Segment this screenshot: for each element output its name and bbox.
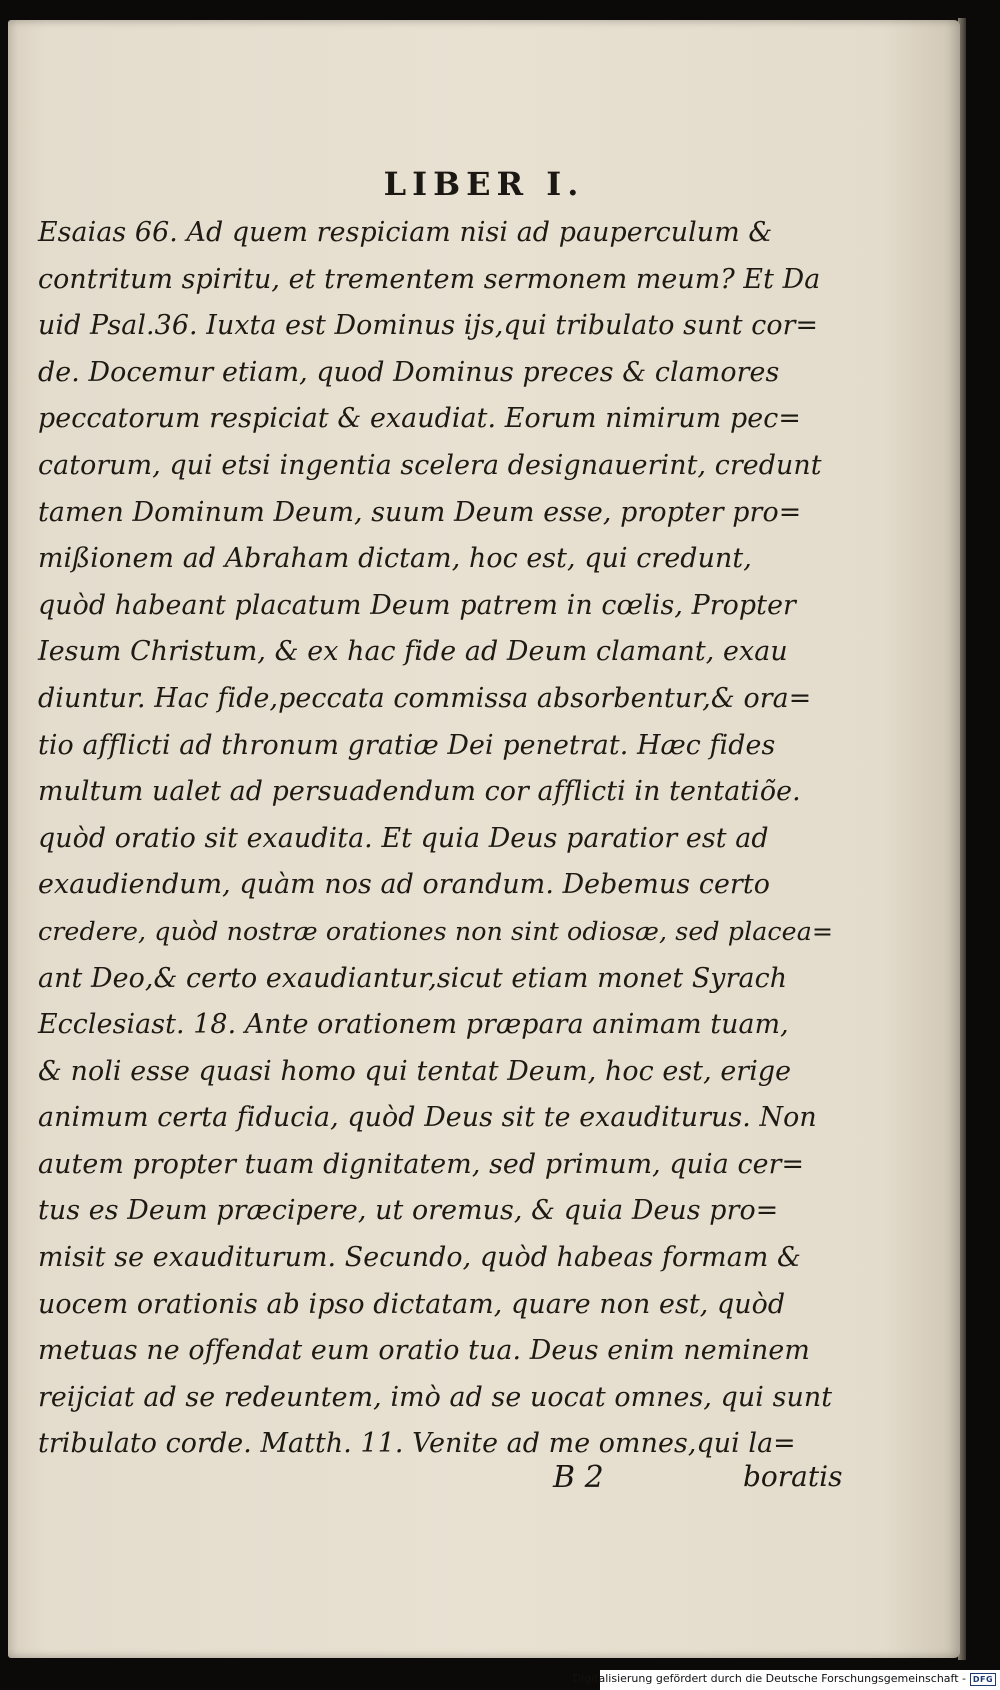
text-line: exaudiendum, quàm nos ad orandum. Debemus certo	[38, 869, 770, 901]
text-line: peccatorum respiciat & exaudiat. Eorum nimirum pec=	[38, 403, 801, 435]
text-line: credere, quòd nostræ orationes non sint odiosæ, sed placea=	[38, 916, 834, 946]
text-line: de. Docemur etiam, quod Dominus preces & clamores	[38, 356, 780, 388]
text-line: tribulato corde. Matth. 11. Venite ad me omnes,qui la=	[38, 1428, 796, 1460]
text-line: tio afflicti ad thronum gratiæ Dei penetrat. Hæc fides	[38, 729, 776, 761]
text-line: Iesum Christum, & ex hac fide ad Deum clamant, exau	[38, 636, 788, 668]
page-footer-line	[8, 1460, 960, 1510]
signature-mark: B 2	[553, 1460, 604, 1495]
text-line: autem propter tuam dignitatem, sed primum, quia cer=	[38, 1148, 805, 1180]
text-line: Esaias 66. Ad quem respiciam nisi ad pauperculum &	[38, 217, 773, 248]
text-line: tus es Deum præcipere, ut oremus, & quia Deus pro=	[38, 1195, 779, 1227]
book-page	[8, 20, 960, 1658]
text-line: tamen Dominum Deum, suum Deum esse, propter pro=	[38, 496, 802, 528]
text-line: contritum spiritu, et trementem sermonem meum? Et Da	[38, 263, 821, 295]
text-line: Ecclesiast. 18. Ante orationem præpara animam tuam,	[38, 1009, 789, 1041]
text-line: diuntur. Hac fide,peccata commissa absorbentur,& ora=	[38, 682, 812, 714]
text-line: misit se exauditurum. Secundo, quòd habeas formam &	[38, 1242, 801, 1274]
digitization-credit-bar	[572, 1670, 1000, 1690]
text-line: reijciat ad se redeuntem, imò ad se uocat omnes, qui sunt	[38, 1381, 833, 1413]
dfg-logo-icon: DFG	[970, 1673, 996, 1686]
text-line: quòd habeant placatum Deum patrem in cœlis, Propter	[38, 589, 796, 621]
text-line: mißionem ad Abraham dictam, hoc est, qui credunt,	[38, 543, 752, 575]
text-line: multum ualet ad persuadendum cor afflicti in tentatiõe.	[38, 776, 801, 808]
text-line: metuas ne offendat eum oratio tua. Deus enim neminem	[38, 1335, 810, 1367]
catchword: boratis	[743, 1460, 843, 1493]
text-line: uid Psal.36. Iuxta est Dominus ijs,qui tribulato sunt cor=	[38, 310, 819, 342]
text-line: ant Deo,& certo exaudiantur,sicut etiam monet Syrach	[38, 962, 788, 994]
text-line: uocem orationis ab ipso dictatam, quare non est, quòd	[38, 1288, 786, 1320]
text-line: animum certa fiducia, quòd Deus sit te exauditurus. Non	[38, 1102, 817, 1134]
text-line: quòd oratio sit exaudita. Et quia Deus paratior est ad	[38, 822, 769, 854]
running-head: LIBER I.	[383, 165, 585, 203]
text-line: & noli esse quasi homo qui tentat Deum, hoc est, erige	[38, 1055, 792, 1087]
body-text	[38, 210, 838, 1468]
text-line: catorum, qui etsi ingentia scelera designauerint, credunt	[38, 449, 822, 481]
digitization-credit-text: Digitalisierung gefördert durch die Deutsche Forschungsgemeinschaft -	[572, 1672, 966, 1685]
